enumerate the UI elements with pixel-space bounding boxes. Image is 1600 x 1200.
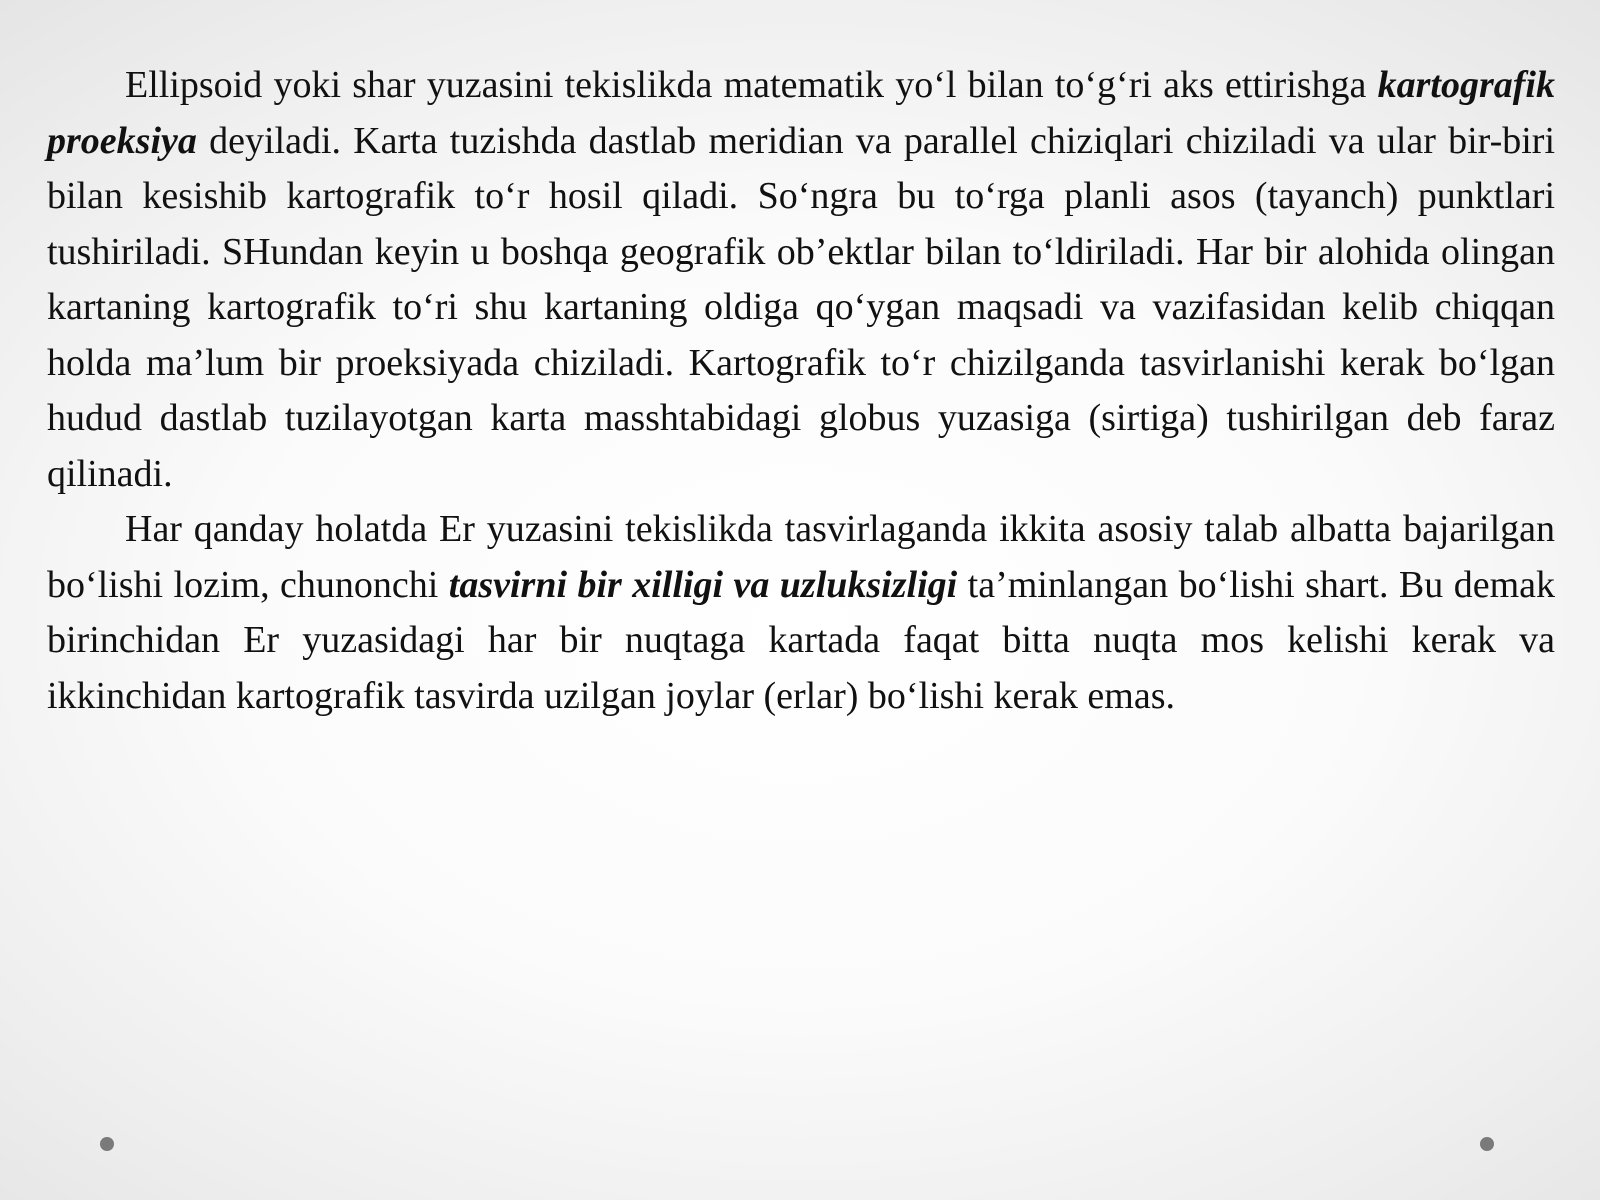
paragraph-2: [47, 502, 1555, 724]
decorative-dot-right: [1480, 1137, 1494, 1151]
paragraph-1: [47, 58, 1555, 502]
paragraph-1-text-end: deyiladi. Karta tuzishda dastlab meridian va parallel chiziqlari chiziladi va ular bir-biri bilan kesishib kartografik to‘r hosil qiladi. So‘ngra bu to‘rga planli asos (tayanch) punktlari tushiriladi. SHundan keyin u boshqa geografik ob’ektlar bilan to‘ldiriladi. Har bir alohida olingan kartaning kartografik to‘ri shu kartaning oldiga qo‘ygan maqsadi va vazifasidan kelib chiqqan holda ma’lum bir proeksiyada chiziladi. Kartografik to‘r chizilganda tasvirlanishi kerak bo‘lgan hudud dastlab tuzilayotgan karta masshtabidagi globus yuzasiga (sirtiga) tushirilgan deb faraz qilinadi.: [47, 119, 1555, 495]
paragraph-2-text-start: Har qanday holatda Er yuzasini tekislikda tasvirlaganda ikkita asosiy talab albatta bajarilgan bo‘lishi lozim, chunonchi: [47, 508, 1555, 606]
paragraph-1-text-start: Ellipsoid yoki shar yuzasini tekislikda matematik yo‘l bilan to‘g‘ri aks ettirishga: [125, 64, 1378, 106]
decorative-dot-left: [100, 1137, 114, 1151]
slide-body: [47, 58, 1555, 724]
term-kartografik-proeksiya: kartografik proeksiya: [47, 64, 1555, 162]
term-tasvirni-bir-xilligi: tasvirni bir xilligi va uzluksizligi: [448, 563, 958, 606]
paragraph-2-text-end: ta’minlangan bo‘lishi shart. Bu demak birinchidan Er yuzasidagi har bir nuqtaga kartada faqat bitta nuqta mos kelishi kerak va ikkinchidan kartografik tasvirda uzilgan joylar (erlar) bo‘lishi kerak emas.: [47, 563, 1555, 717]
